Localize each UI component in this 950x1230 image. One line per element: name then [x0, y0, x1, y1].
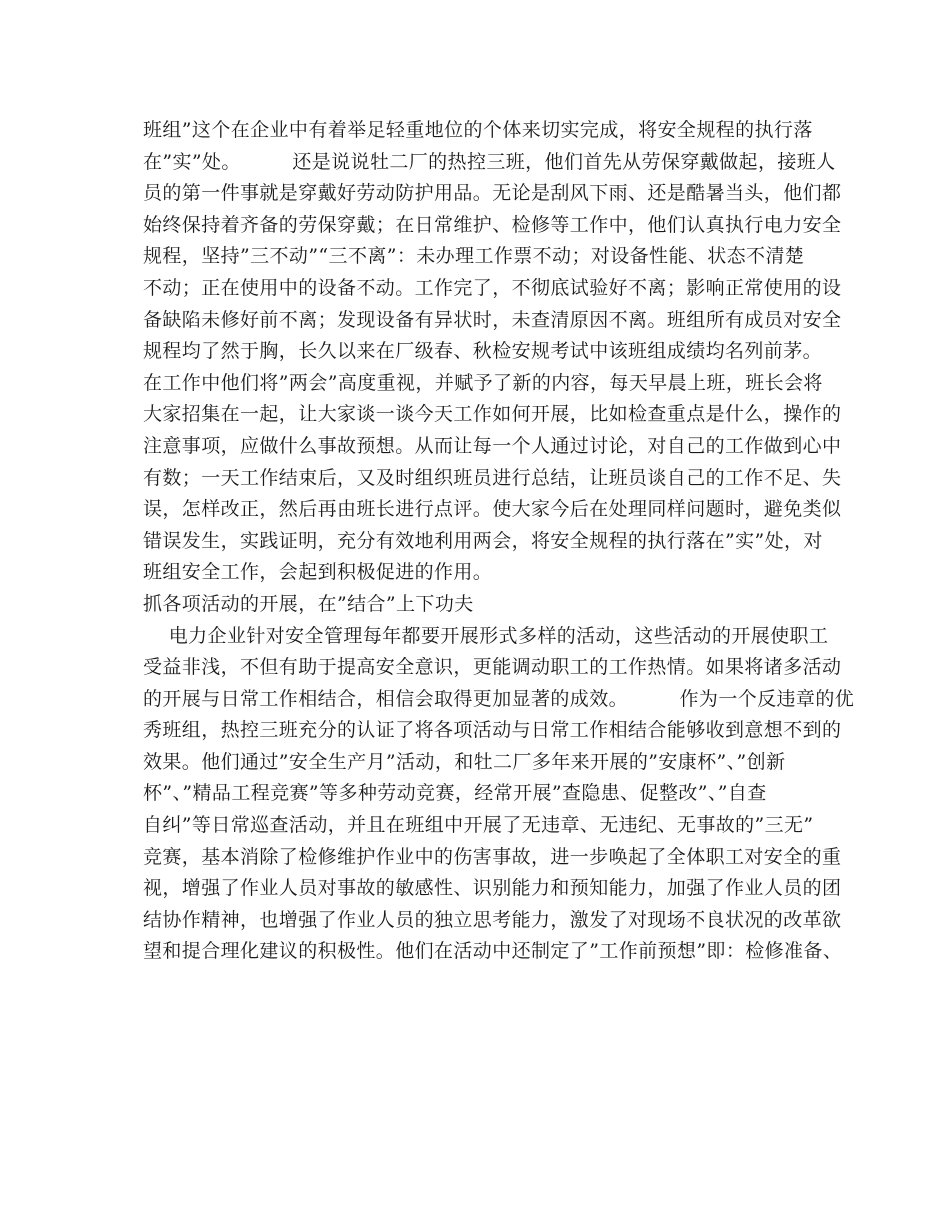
text-line: 班组”这个在企业中有着举足轻重地位的个体来切实完成，将安全规程的执行落 — [143, 119, 813, 141]
text-line: 秀班组，热控三班充分的认证了将各项活动与日常工作相结合能够收到意想不到的 — [143, 719, 842, 742]
text-line: 自纠”等日常巡查活动，并且在班组中开展了无违章、无违纪、无事故的”三无” — [143, 814, 814, 837]
text-line: 班组安全工作，会起到积极促进的作用。 — [143, 561, 493, 584]
text-line: 备缺陷未修好前不离；发现设备有异状时，未查清原因不离。班组所有成员对安全 — [143, 308, 842, 331]
text-line: 员的第一件事就是穿戴好劳动防护用品。无论是刮风下雨、还是酷暑当头，他们都 — [143, 182, 842, 205]
text-line: 视，增强了作业人员对事故的敏感性、识别能力和预知能力，加强了作业人员的团 — [143, 877, 842, 900]
text-line: 在”实”处。 还是说说牡二厂的热控三班，他们首先从劳保穿戴做起，接班人 — [143, 150, 836, 173]
text-line: 结协作精神，也增强了作业人员的独立思考能力，激发了对现场不良状况的改革欲 — [143, 908, 842, 931]
text-line: 在工作中他们将”两会”高度重视，并赋予了新的内容，每天早晨上班，班长会将 — [143, 371, 823, 394]
text-line: 的开展与日常工作相结合，相信会取得更加显著的成效。 作为一个反违章的优 — [143, 687, 855, 710]
text-line: 误，怎样改正，然后再由班长进行点评。使大家今后在处理同样问题时，避免类似 — [143, 498, 842, 521]
text-line: 规程均了然于胸，长久以来在厂级春、秋检安规考试中该班组成绩均名列前茅。 — [143, 340, 823, 363]
text-line: 错误发生，实践证明，充分有效地利用两会，将安全规程的执行落在”实”处，对 — [143, 529, 823, 552]
text-line: 杯”、”精品工程竞赛”等多种劳动竞赛，经常开展”查隐患、促整改”、”自查 — [143, 782, 767, 805]
body-text — [143, 115, 855, 968]
text-line: 效果。他们通过”安全生产月”活动，和牡二厂多年来开展的”安康杯”、”创新 — [143, 750, 786, 773]
text-line: 不动；正在使用中的设备不动。工作完了，不彻底试验好不离；影响正常使用的设 — [143, 276, 842, 299]
text-line: 有数；一天工作结束后，又及时组织班员进行总结，让班员谈自己的工作不足、失 — [143, 466, 842, 489]
section-heading: 抓各项活动的开展，在”结合”上下功夫 — [143, 592, 474, 615]
text-line: 受益非浅，不但有助于提高安全意识，更能调动职工的工作热情。如果将诸多活动 — [143, 656, 842, 679]
text-line: 规程，坚持”三不动”“三不离”：未办理工作票不动；对设备性能、状态不清楚 — [143, 245, 805, 268]
text-line: 电力企业针对安全管理每年都要开展形式多样的活动，这些活动的开展使职工 — [143, 624, 829, 647]
text-line: 注意事项，应做什么事故预想。从而让每一个人通过讨论，对自己的工作做到心中 — [143, 434, 842, 457]
text-line: 望和提合理化建议的积极性。他们在活动中还制定了”工作前预想”即：检修准备、 — [143, 940, 843, 963]
text-line: 始终保持着齐备的劳保穿戴；在日常维护、检修等工作中，他们认真执行电力安全 — [143, 213, 842, 236]
text-line: 大家招集在一起，让大家谈一谈今天工作如何开展，比如检查重点是什么，操作的 — [143, 403, 842, 426]
text-line: 竞赛，基本消除了检修维护作业中的伤害事故，进一步唤起了全体职工对安全的重 — [143, 845, 842, 868]
